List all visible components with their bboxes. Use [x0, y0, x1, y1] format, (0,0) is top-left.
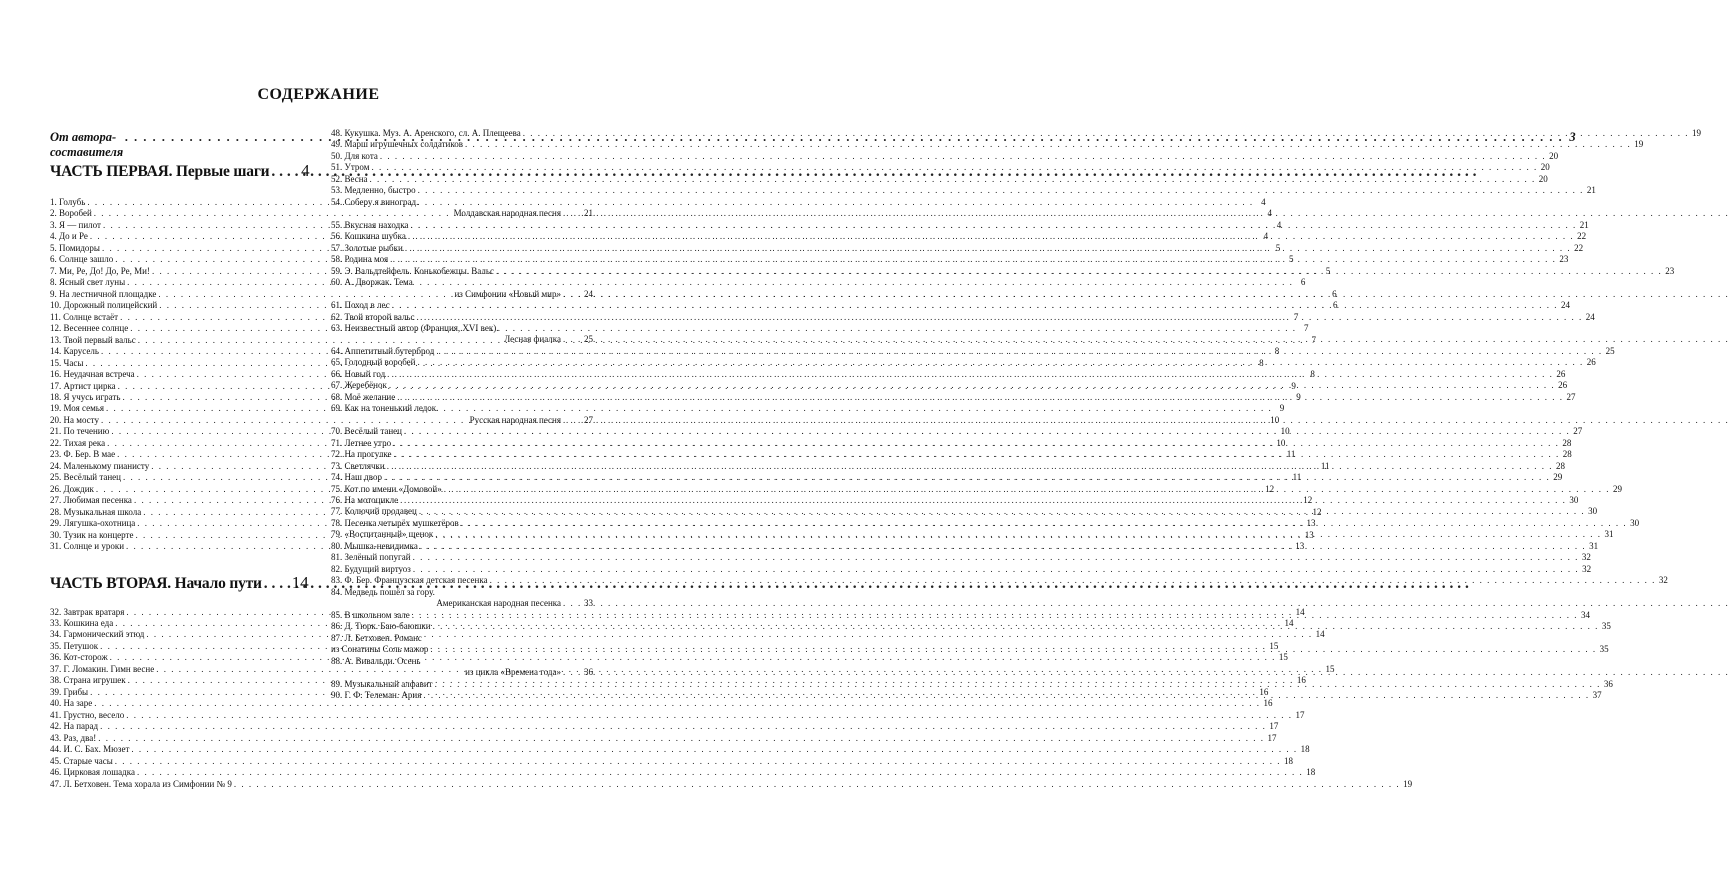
leader-dots: [137, 767, 1303, 778]
toc-entry-first-line[interactable]: 63. Неизвестный автор (Франция, XVI век).: [331, 322, 499, 333]
entry-title: 19. Моя семья: [50, 403, 105, 414]
entry-page: 24: [1560, 300, 1570, 311]
leader-dots: [131, 744, 1297, 755]
leader-dots: [370, 174, 1536, 185]
toc-entry[interactable]: [50, 698, 1273, 709]
entry-page: 30: [1630, 517, 1640, 528]
leader-dots: [417, 312, 1583, 323]
part-one-page: 4: [301, 161, 310, 180]
entry-page: 29: [1553, 472, 1563, 483]
toc-entry-subtitle[interactable]: [331, 667, 593, 678]
leader-dots: [389, 380, 1555, 391]
entry-page: 4: [1263, 231, 1269, 242]
entry-title: 68. Моё желание: [331, 391, 396, 402]
entry-title: 70. Весёлый танец: [331, 426, 402, 437]
entry-title: 44. И. С. Бах. Мюзет: [50, 744, 130, 755]
entry-page: 8: [1274, 346, 1280, 357]
entry-title: 46. Цирковая лошадка: [50, 767, 135, 778]
entry-page: 14: [1284, 618, 1294, 628]
leader-dots: [413, 564, 1579, 575]
entry-page: 19: [1403, 778, 1413, 789]
toc-entry[interactable]: [331, 185, 1596, 196]
entry-title: 53. Медленно, быстро: [331, 185, 416, 196]
entry-page: 10: [1270, 414, 1280, 425]
part-two-label: ЧАСТЬ ВТОРАЯ. Начало пути: [50, 574, 262, 592]
toc-entry[interactable]: [331, 311, 1595, 323]
entry-page: 4: [1261, 197, 1266, 207]
toc-entry-subtitle[interactable]: [331, 334, 593, 345]
entry-page: 16: [1296, 675, 1306, 686]
entry-title: 25. Весёлый танец: [50, 472, 121, 483]
entry-title: 78. Песенка четырёх мушкетёров: [331, 517, 459, 528]
entry-title: 5. Помидоры: [50, 242, 100, 253]
entry-page: 21: [1586, 185, 1596, 196]
entry-title: 13. Твой первый вальс: [50, 334, 136, 345]
entry-page: 20: [1540, 162, 1550, 173]
entry-page: 16: [1263, 698, 1273, 709]
entry-page: 11: [1286, 449, 1296, 460]
entry-title: 58. Родина моя: [331, 254, 389, 265]
toc-entry[interactable]: [50, 744, 1310, 755]
entry-title: 65. Голодный воробей: [331, 357, 416, 368]
leader-dots: [523, 128, 1689, 139]
entry-page: 37: [1592, 689, 1602, 700]
entry-title: 83. Ф. Бер. Французская детская песенка: [331, 575, 488, 586]
entry-page: 6: [1332, 300, 1338, 311]
entry-page: 30: [1588, 506, 1598, 517]
leader-dots: [419, 506, 1585, 517]
leader-dots: [563, 598, 581, 609]
entry-title: 24. Маленькому пианисту: [50, 460, 150, 471]
leader-dots: [420, 541, 1586, 552]
entry-title: 2. Воробей: [50, 208, 92, 219]
entry-title: 23. Ф. Бер. В мае: [50, 449, 116, 460]
toc-entry-first-line[interactable]: 87. Л. Бетховен. Романс: [331, 632, 422, 643]
entry-page: 21: [1579, 219, 1589, 230]
entry-title: 76. На мотоцикле: [331, 495, 399, 505]
entry-title: 38. Страна игрушек: [50, 675, 126, 686]
entry-title: 18. Я учусь играть: [50, 391, 121, 402]
leader-dots: [465, 139, 1631, 150]
toc-entry[interactable]: [331, 563, 1592, 575]
leader-dots: [563, 208, 581, 219]
toc-entry[interactable]: [331, 345, 1615, 357]
entry-page: 22: [1577, 231, 1587, 242]
toc-entry[interactable]: [331, 552, 1591, 563]
toc-entry[interactable]: [50, 709, 1305, 721]
entry-page: 18: [1284, 755, 1294, 766]
entry-page: 35: [1599, 644, 1609, 655]
toc-entry-subtitle[interactable]: [331, 208, 593, 219]
leader-dots: [435, 529, 1601, 540]
entry-page: 23: [1559, 254, 1569, 265]
toc-entry[interactable]: [50, 767, 1316, 778]
entry-title: 15. Часы: [50, 357, 84, 368]
entry-title: 20. На мосту: [50, 414, 99, 425]
entry-title: 85. В школьном зале: [331, 609, 410, 620]
leader-dots: [380, 151, 1546, 162]
toc-entry[interactable]: [50, 755, 1294, 767]
entry-page: 5: [1275, 242, 1281, 253]
entry-title: 67. Жеребёнок: [331, 380, 387, 391]
entry-page: 17: [1269, 721, 1279, 732]
entry-page: 15: [1269, 640, 1279, 651]
entry-title: 40. На заре: [50, 698, 93, 709]
leader-dots: [461, 518, 1627, 529]
entry-page: 27: [1566, 391, 1576, 402]
toc-entry[interactable]: [331, 391, 1576, 403]
leader-dots: [394, 449, 1560, 460]
entry-title: 17. Артист цирка: [50, 380, 116, 391]
entry-page: 16: [1259, 686, 1269, 697]
entry-page: 20: [1549, 150, 1559, 161]
entry-page: 9: [1291, 380, 1296, 391]
entry-page: 34: [1581, 609, 1591, 620]
entry-page: 12: [1303, 495, 1313, 506]
entry-title: 62. Твой второй вальс: [331, 311, 415, 322]
entry-page: 35: [1601, 621, 1611, 632]
toc-entry[interactable]: [331, 219, 1589, 231]
entry-page: 32: [1658, 575, 1668, 586]
leader-dots: [435, 679, 1601, 690]
part-one-heading[interactable]: [50, 161, 318, 183]
toc-entry-first-line[interactable]: 60. А. Дворжак. Тема: [331, 277, 413, 288]
entry-title: 81. Зелёный попугай: [331, 552, 411, 563]
entry-page: 12: [1265, 483, 1275, 494]
entry-title: 51. Утром: [331, 162, 370, 173]
entry-page: 33: [584, 598, 593, 609]
intro-page: 3: [1569, 130, 1576, 144]
leader-dots: [127, 277, 1293, 288]
leader-dots: [423, 690, 1589, 701]
entry-title: 90. Г. Ф. Телеман. Ария: [331, 689, 422, 700]
entry-page: 24: [584, 288, 593, 299]
entry-title: 57. Золотые рыбки: [331, 242, 403, 253]
entry-page: 13: [1304, 529, 1314, 540]
part-two-page: 14: [291, 572, 309, 592]
entry-page: 15: [1278, 652, 1288, 663]
entry-title: 32. Завтрак вратаря: [50, 606, 125, 617]
entry-title: 61. Поход в лес: [331, 300, 390, 311]
entry-title: 28. Музыкальная школа: [50, 506, 142, 517]
leader-dots: [563, 334, 581, 345]
entry-page: 8: [1259, 357, 1264, 368]
entry-page: 31: [1604, 529, 1614, 540]
intro-label: От автора-составителя: [50, 130, 124, 159]
toc-entry[interactable]: [50, 721, 1279, 732]
part-two-heading[interactable]: [50, 573, 318, 595]
entry-title: 45. Старые часы: [50, 755, 113, 766]
leader-dots: [405, 243, 1571, 254]
entry-page: 7: [1311, 334, 1317, 345]
entry-title: 48. Кукушка. Муз. А. Аренского, сл. А. Плещеева: [331, 128, 521, 138]
part-one-label: ЧАСТЬ ПЕРВАЯ. Первые шаги: [50, 163, 270, 180]
toc-entry[interactable]: [331, 265, 1675, 277]
leader-dots: [371, 162, 1537, 173]
entry-page: 11: [1320, 460, 1330, 471]
entry-title: 11. Солнце встаёт: [50, 311, 119, 322]
entry-title: 72. На прогулке: [331, 449, 392, 460]
toc-entry[interactable]: [331, 173, 1548, 185]
entry-page: 18: [1306, 767, 1316, 778]
leader-dots: [98, 733, 1264, 744]
leader-dots: [563, 289, 581, 300]
entry-page: 4: [1267, 208, 1273, 219]
entry-title: 4. До и Ре: [50, 231, 88, 242]
entry-page: 17: [1267, 732, 1277, 743]
toc-entry[interactable]: [331, 139, 1644, 150]
entry-page: 20: [1538, 173, 1548, 184]
entry-title: 22. Тихая река: [50, 437, 106, 448]
toc-entry[interactable]: [331, 231, 1587, 242]
entry-page: 21: [584, 208, 593, 219]
entry-title: 50. Для кота: [331, 150, 378, 161]
entry-title: 55. Вкусная находка: [331, 219, 409, 230]
toc-entry-subtitle[interactable]: [331, 415, 593, 426]
entry-page: 13: [1295, 541, 1305, 552]
entry-title: 35. Петушок: [50, 640, 99, 651]
leader-dots: [433, 621, 1599, 632]
entry-page: 28: [1562, 437, 1572, 448]
page-title: СОДЕРЖАНИЕ: [257, 86, 380, 103]
entry-page: 28: [1562, 449, 1572, 460]
entry-page: 10: [1276, 437, 1286, 448]
entry-subtitle: Американская народная песенка: [436, 598, 561, 609]
entry-title: 6. Солнце зашло: [50, 254, 114, 265]
entry-title: 59. Э. Вальдтейфель. Конькобежцы. Вальс: [331, 265, 494, 276]
toc-entry[interactable]: [50, 778, 1413, 790]
entry-subtitle: из цикла «Времена года»: [465, 667, 561, 678]
toc-entry[interactable]: [331, 300, 1570, 311]
entry-page: 23: [1665, 265, 1675, 276]
entry-page: 24: [1585, 311, 1595, 322]
entry-page: 8: [1310, 369, 1315, 380]
entry-page: 7: [1303, 323, 1309, 334]
entry-page: 11: [1292, 472, 1302, 483]
entry-page: 30: [1569, 495, 1579, 505]
entry-title: 42. На парад: [50, 721, 99, 732]
leader-dots: [413, 552, 1579, 563]
leader-dots: [418, 185, 1584, 196]
entry-title: 86. Д. Тюрк. Баю-баюшки: [331, 621, 431, 632]
entry-title: 7. Ми, Ре, До! До, Ре, Ми!: [50, 265, 150, 276]
entry-subtitle: Лесная фиалка: [504, 334, 561, 345]
toc-entry-first-line[interactable]: 84. Медведь пошёл за гору.: [331, 586, 435, 597]
toc-entry[interactable]: [50, 732, 1277, 744]
leader-dots: [490, 575, 1656, 586]
entry-page: 10: [1280, 426, 1290, 437]
entry-page: 32: [1582, 563, 1592, 574]
leader-dots: [384, 472, 1550, 483]
entry-title: 16. Неудачная встреча: [50, 369, 135, 380]
toc-entry[interactable]: [331, 368, 1566, 380]
leader-dots: [87, 197, 1253, 208]
leader-dots: [106, 403, 1272, 414]
leader-dots: [387, 461, 1553, 472]
entry-title: 39. Грибы: [50, 686, 89, 697]
entry-page: 14: [1315, 629, 1325, 640]
entry-subtitle: из Симфонии «Новый мир»: [454, 288, 561, 299]
entry-title: 8. Ясный свет луны: [50, 277, 126, 288]
leader-dots: [400, 495, 1566, 506]
entry-subtitle: Русская народная песня: [469, 414, 561, 425]
leader-dots: [271, 163, 295, 181]
entry-page: 13: [1306, 518, 1316, 529]
entry-title: 75. Кот по имени «Домовой»: [331, 483, 442, 494]
leader-dots: [563, 667, 581, 678]
toc-entry[interactable]: [331, 254, 1569, 265]
toc-entry[interactable]: [331, 357, 1596, 368]
leader-dots: [397, 392, 1563, 403]
entry-title: 37. Г. Ломакин. Гимн весне: [50, 663, 155, 674]
entry-title: 77. Колючий продавец: [331, 506, 417, 517]
entry-title: 80. Мышка-невидимка: [331, 540, 418, 551]
leader-dots: [496, 266, 1662, 277]
entry-title: 79. «Воспитанный» щенок: [331, 529, 434, 540]
entry-title: 34. Гармонический этюд: [50, 629, 145, 640]
entry-title: 12. Весеннее солнце: [50, 323, 129, 334]
entry-page: 6: [1300, 277, 1306, 288]
entry-title: 3. Я — пилот: [50, 219, 101, 230]
entry-page: 19: [1634, 139, 1644, 150]
entry-title: 82. Будущий виртуоз: [331, 563, 411, 574]
entry-page: 19: [1692, 128, 1702, 138]
leader-dots: [418, 357, 1584, 368]
leader-dots: [115, 756, 1281, 767]
entry-page: 27: [1573, 426, 1583, 437]
entry-title: 41. Грустно, весело: [50, 709, 125, 720]
entry-title: 64. Аппетитный бутерброд: [331, 345, 435, 356]
entry-title: 33. Кошкина еда: [50, 618, 114, 628]
entry-title: 43. Раз, два!: [50, 732, 97, 743]
entry-page: 12: [1312, 506, 1322, 517]
entry-page: 22: [1574, 242, 1584, 253]
entry-title: 66. Новый год: [331, 368, 386, 379]
entry-page: 25: [584, 334, 593, 345]
entry-title: 71. Летнее утро: [331, 437, 392, 448]
entry-page: 9: [1279, 403, 1285, 414]
entry-page: 36: [1603, 678, 1613, 689]
entry-title: 74. Наш двор: [331, 472, 382, 483]
leader-dots: [392, 300, 1558, 311]
entry-subtitle: Молдавская народная песня: [453, 208, 561, 219]
leader-dots: [264, 575, 288, 593]
entry-title: 30. Тузик на концерте: [50, 529, 134, 540]
entry-page: 31: [1589, 540, 1599, 551]
entry-page: 5: [1325, 265, 1331, 276]
entry-title: 49. Марш игрушечных солдатиков: [331, 139, 464, 150]
entry-page: 25: [1605, 345, 1615, 356]
toc-entry[interactable]: [331, 128, 1702, 139]
leader-dots: [563, 415, 581, 426]
leader-dots: [387, 369, 1553, 380]
entry-title: 47. Л. Бетховен. Тема хорала из Симфонии № 9: [50, 778, 232, 789]
entry-title: 52. Весна: [331, 173, 368, 184]
entry-title: 73. Светлячки: [331, 460, 385, 471]
entry-page: 32: [1581, 552, 1591, 563]
entry-title: 10. Дорожный полицейский: [50, 300, 158, 311]
entry-title: 14. Карусель: [50, 346, 99, 357]
toc-entry[interactable]: [331, 575, 1668, 586]
leader-dots: [410, 220, 1576, 231]
entry-page: 27: [584, 414, 593, 425]
entry-title: 26. Дождик: [50, 483, 94, 494]
entry-title: 1. Голубь: [50, 197, 86, 207]
leader-dots: [412, 610, 1578, 621]
entry-title: 89. Музыкальный алфавит: [331, 678, 433, 689]
leader-dots: [100, 721, 1266, 732]
entry-page: 26: [1558, 380, 1568, 391]
entry-title: 36. Кот-сторож: [50, 652, 108, 663]
entry-page: 6: [1332, 288, 1337, 299]
leader-dots: [436, 346, 1602, 357]
entry-page: 15: [1325, 663, 1335, 674]
entry-page: 18: [1300, 744, 1310, 755]
entry-title: 56. Кошкина шубка: [331, 231, 406, 242]
leader-dots: [404, 426, 1570, 437]
toc-entry-subtitle[interactable]: [331, 289, 593, 300]
toc-entry-first-line[interactable]: 54. Соберу я виноград.: [331, 196, 419, 207]
leader-dots: [408, 231, 1574, 242]
toc-entry-subtitle[interactable]: [331, 598, 593, 609]
toc-entry[interactable]: [331, 380, 1568, 391]
leader-dots: [390, 254, 1556, 265]
leader-dots: [393, 438, 1559, 449]
entry-page: 26: [1586, 357, 1596, 368]
toc-entry-first-line[interactable]: 69. Как на тоненький ледок.: [331, 403, 439, 414]
entry-page: 29: [1613, 483, 1622, 494]
entry-title: 29. Лягушка-охотница: [50, 518, 136, 529]
entry-page: 7: [1293, 311, 1299, 322]
toc-entry[interactable]: [331, 150, 1559, 162]
entry-title: 31. Солнце и уроки: [50, 541, 125, 552]
entry-page: 26: [1556, 368, 1566, 379]
leader-dots: [130, 323, 1296, 334]
entry-page: 5: [1288, 254, 1294, 265]
entry-page: 17: [1295, 709, 1305, 720]
entry-page: 36: [584, 667, 593, 678]
entry-page: 4: [1276, 219, 1282, 230]
toc-entry-first-line[interactable]: 88. А. Вивальди. Осень: [331, 655, 421, 666]
entry-title: 21. По течению: [50, 426, 110, 437]
entry-title: из Сонатины Соль мажор: [331, 644, 429, 655]
entry-page: 14: [1295, 606, 1305, 617]
entry-title: 9. На лестничной площадке: [50, 288, 157, 299]
entry-title: 27. Любимая песенка: [50, 495, 132, 506]
leader-dots: [234, 779, 1400, 790]
entry-page: 28: [1556, 460, 1565, 471]
toc-entry[interactable]: [331, 242, 1584, 254]
leader-dots: [430, 644, 1596, 655]
leader-dots: [444, 484, 1610, 495]
leader-dots: [126, 710, 1292, 721]
entry-page: 9: [1296, 391, 1301, 402]
toc-entry[interactable]: [331, 162, 1550, 173]
